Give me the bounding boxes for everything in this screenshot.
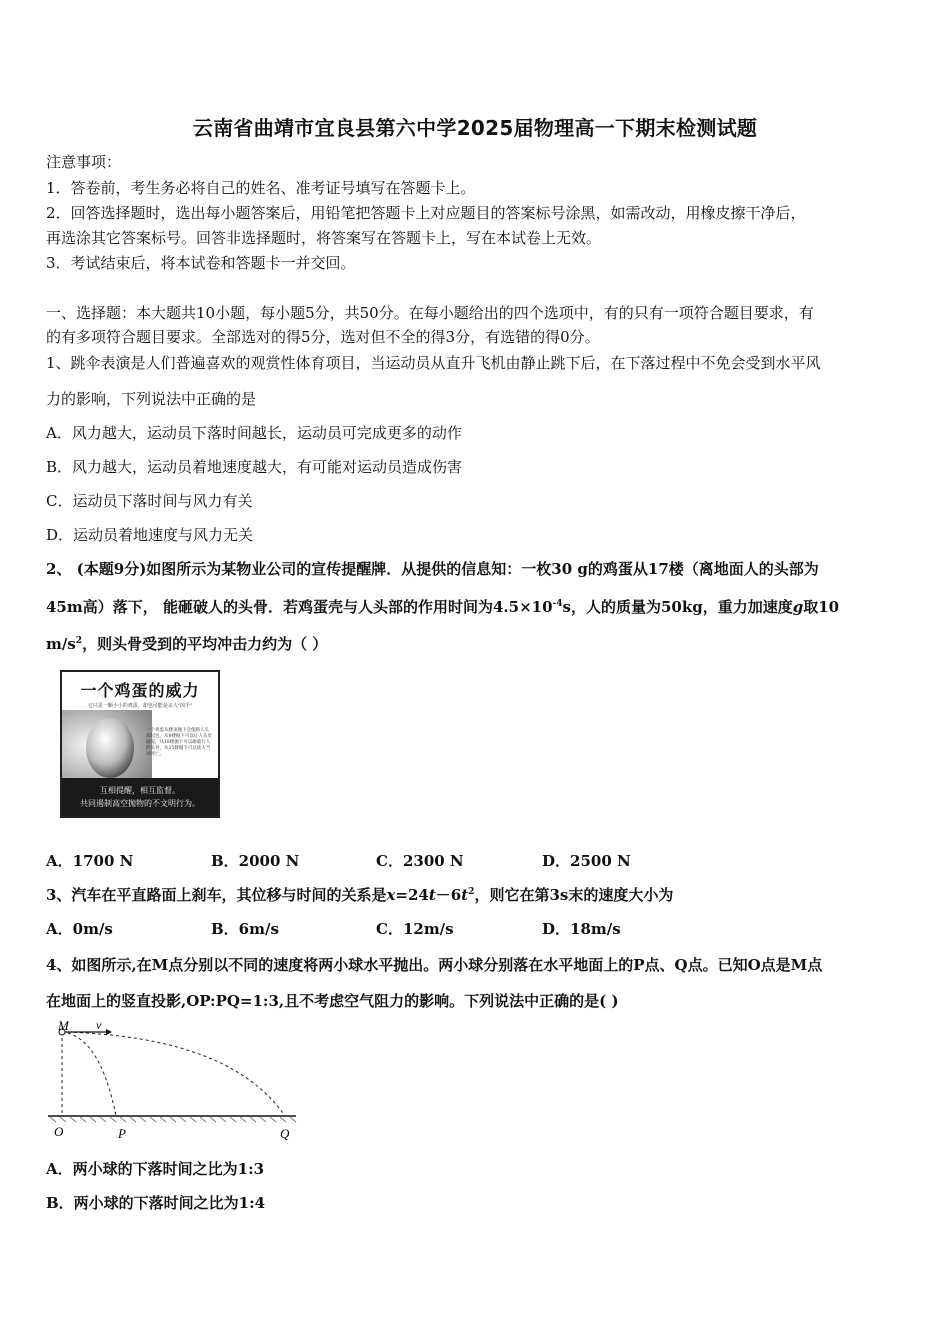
q3-option-c: C．12m/s <box>376 920 454 938</box>
q2-option-a: A．1700 N <box>46 852 134 870</box>
q2-options <box>46 851 906 871</box>
q4-option-a: A．两小球的下落时间之比为1:3 <box>46 1160 265 1178</box>
label-o: O <box>54 1124 64 1139</box>
q2-option-d: D．2500 N <box>542 852 631 870</box>
q1-stem-line1: 1、跳伞表演是人们普遍喜欢的观赏性体育项目，当运动员从直升飞机由静止跳下后，在下落过程中不免会受到水平风 <box>46 354 821 372</box>
velocity-arrow-head <box>106 1029 112 1035</box>
q3-stem: 3、汽车在平直路面上刹车，其位移与时间的关系是$x=24t-6t^2$，则它在第3s末的速度大小为 <box>46 886 674 904</box>
poster-title: 一个鸡蛋的威力 <box>80 681 200 700</box>
label-m: M <box>58 1018 69 1033</box>
notice-item-3: 3．考试结束后，将本试卷和答题卡一并交回。 <box>46 254 356 272</box>
q1-option-b: B．风力越大，运动员着地速度越大，有可能对运动员造成伤害 <box>46 458 463 476</box>
q3-option-d: D．18m/s <box>542 920 621 938</box>
q2-option-c: C．2300 N <box>376 852 464 870</box>
label-q: Q <box>280 1126 290 1141</box>
q3-option-b: B．6m/s <box>211 920 279 938</box>
projectile-diagram <box>40 1016 305 1144</box>
egg-image <box>62 710 152 780</box>
notice-item-1: 1．答卷前，考生务必将自己的姓名、准考证号填写在答题卡上。 <box>46 179 476 197</box>
q1-option-c: C．运动员下落时间与风力有关 <box>46 492 253 510</box>
q4-stem-line1: 4、如图所示,在M点分别以不同的速度将两小球水平抛出。两小球分别落在水平地面上的P点、Q点。已知O点是M点 <box>46 956 823 974</box>
q3-options <box>46 919 906 939</box>
q1-option-a: A．风力越大，运动员下落时间越长，运动员可完成更多的动作 <box>46 424 462 442</box>
q2-stem-line3: $m/s^2$，则头骨受到的平均冲击力约为（ ） <box>46 635 328 653</box>
section-intro-line1: 一、选择题：本大题共10小题，每小题5分，共50分。在每小题给出的四个选项中，有的只有一项符合题目要求，有 <box>46 304 814 322</box>
q1-option-d: D．运动员着地速度与风力无关 <box>46 526 254 544</box>
label-p: P <box>118 1126 126 1141</box>
notice-item-2-cont: 再选涂其它答案标号。回答非选择题时，将答案写在答题卡上，写在本试卷上无效。 <box>46 229 602 247</box>
q2-option-b: B．2000 N <box>211 852 300 870</box>
poster-subtitle: 它只是一颗小小的鸡蛋，却也可能是杀人"凶手" <box>87 703 193 709</box>
poster-footer-line1: 互相提醒，相互监督。 <box>100 786 180 795</box>
notice-heading: 注意事项： <box>46 153 122 171</box>
q2-stem-line2: 45m高）落下， 能砸破人的头骨．若鸡蛋壳与人头部的作用时间为$4.5\times 10^{-4}s$，人的质量为50kg，重力加速度g取10 <box>46 598 840 616</box>
poster-footer <box>62 778 218 816</box>
section-intro-line2: 的有多项符合题目要求。全部选对的得5分，选对但不全的得3分，有选错的得0分。 <box>46 328 600 346</box>
trajectory-to-q <box>62 1032 285 1116</box>
notice-item-2: 2．回答选择题时，选出每小题答案后，用铅笔把答题卡上对应题目的答案标号涂黑，如需改动，用橡皮擦干净后， <box>46 204 806 222</box>
poster-body: 一个鸡蛋从楼顶抛下会使路人头部起包，从8楼抛下可以让人头皮破裂，从18楼抛下可以砸破行人的头骨，从25楼抛下可以使人当场死亡。 <box>146 728 212 757</box>
exam-title: 云南省曲靖市宜良县第六中学2025届物理高一下期末检测试题 <box>192 116 758 140</box>
q4-stem-line2: 在地面上的竖直投影,OP:PQ=1:3,且不考虑空气阻力的影响。下列说法中正确的是( ) <box>46 992 619 1010</box>
poster-footer-line2: 共同遏制高空抛物的不文明行为。 <box>80 799 200 808</box>
q2-stem-line1: 2、 (本题9分)如图所示为某物业公司的宣传提醒牌．从提供的信息知：一枚30 g的鸡蛋从17楼（离地面人的头部为 <box>46 560 819 578</box>
trajectory-to-p <box>62 1032 116 1116</box>
label-v: v <box>96 1018 102 1032</box>
q3-option-a: A．0m/s <box>46 920 113 938</box>
egg-warning-poster <box>60 670 220 818</box>
ground-hatching <box>50 1117 296 1122</box>
q4-option-b: B．两小球的下落时间之比为1:4 <box>46 1194 266 1212</box>
q1-stem-line2: 力的影响，下列说法中正确的是 <box>46 390 257 408</box>
